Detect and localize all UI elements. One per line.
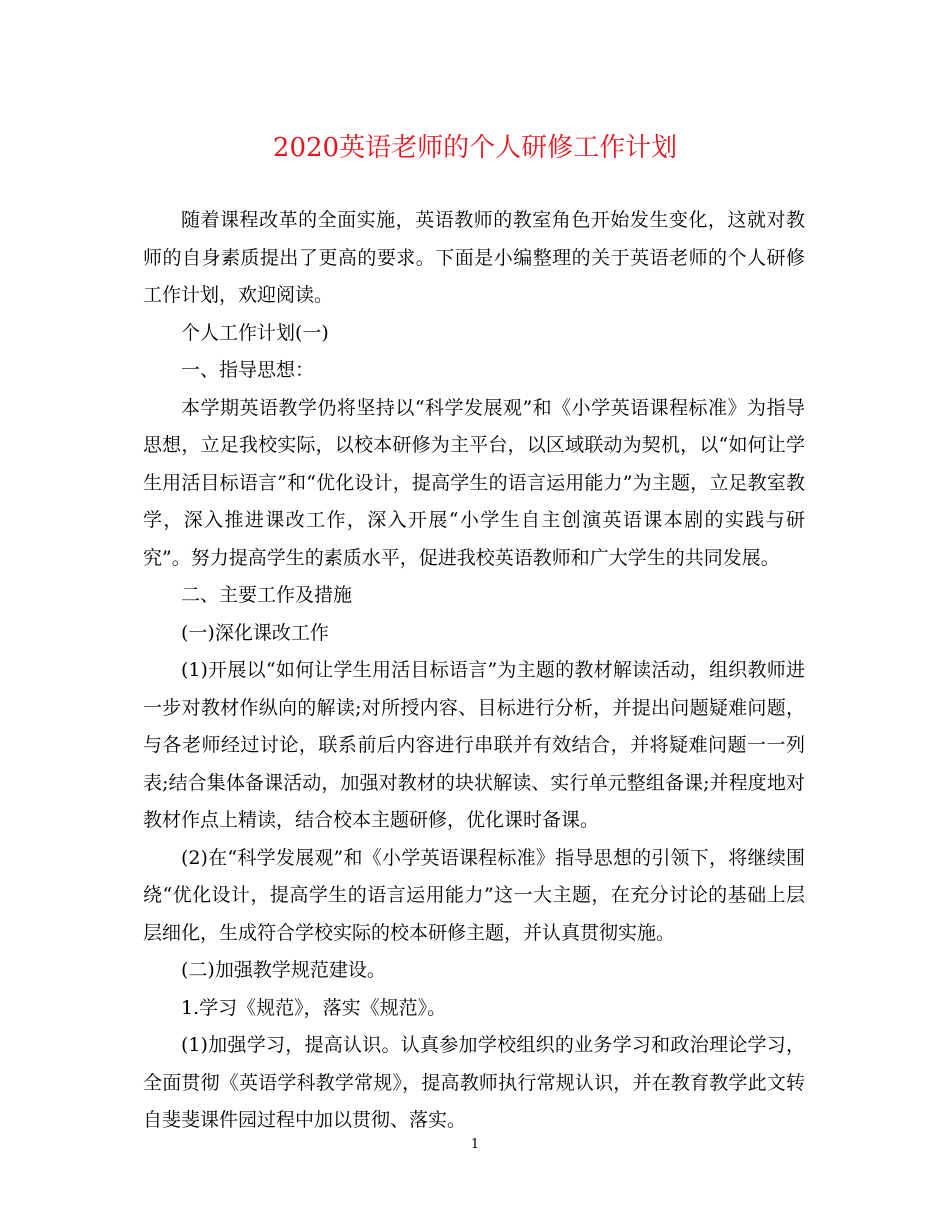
paragraph-item-2: (2)在“科学发展观”和《小学英语课程标准》指导思想的引领下，将继续围绕“优化设计，提高学生的语言运用能力”这一大主题，在充分讨论的基础上层层细化，生成符合学校实际的校本研修主题，并认真贯彻实施。: [143, 846, 805, 944]
paragraph-section-guiding-heading: 一、指导思想：: [181, 359, 315, 381]
paragraph-subsection-reform-heading: (一)深化课改工作: [181, 621, 329, 644]
document-title: 2020英语老师的个人研修工作计划: [272, 133, 678, 163]
paragraph-study-standards: 1.学习《规范》，落实《规范》。: [181, 996, 447, 1019]
paragraph-section-main-work-heading: 二、主要工作及措施: [181, 584, 353, 606]
paragraph-guiding-thought: 本学期英语教学仍将坚持以“科学发展观”和《小学英语课程标准》为指导思想，立足我校实际，以校本研修为主平台，以区域联动为契机，以“如何让学生用活目标语言”和“优化设计，提高学生的语言运用能力”为主题，立足教室教学，深入推进课改工作，深入开展“小学生自主创演英语课本剧的实践与研究”。努力提高学生的素质水平，促进我校英语教师和广大学生的共同发展。: [143, 396, 805, 569]
page-number: 1: [470, 1137, 480, 1152]
paragraph-item-1: (1)开展以“如何让学生用活目标语言”为主题的教材解读活动，组织教师进一步对教材作纵向的解读;对所授内容、目标进行分析，并提出问题疑难问题，与各老师经过讨论，联系前后内容进行串联并有效结合，并将疑难问题一一列表;结合集体备课活动，加强对教材的块状解读、实行单元整组备课;并程度地对教材作点上精读，结合校本主题研修，优化课时备课。: [143, 659, 805, 831]
paragraph-subsection-standards-heading: (二)加强教学规范建设。: [181, 959, 386, 981]
paragraph-strengthen-study: (1)加强学习，提高认识。认真参加学校组织的业务学习和政治理论学习，全面贯彻《英语学科教学常规》，提高教师执行常规认识，并在教育教学此文转自斐斐课件园过程中加以贯彻、落实。: [143, 1034, 805, 1131]
paragraph-intro: 随着课程改革的全面实施，英语教师的教室角色开始发生变化，这就对教师的自身素质提出了更高的要求。下面是小编整理的关于英语老师的个人研修工作计划，欢迎阅读。: [143, 209, 805, 306]
document-body: [143, 202, 805, 1140]
paragraph-plan-heading: 个人工作计划(一): [181, 321, 329, 344]
